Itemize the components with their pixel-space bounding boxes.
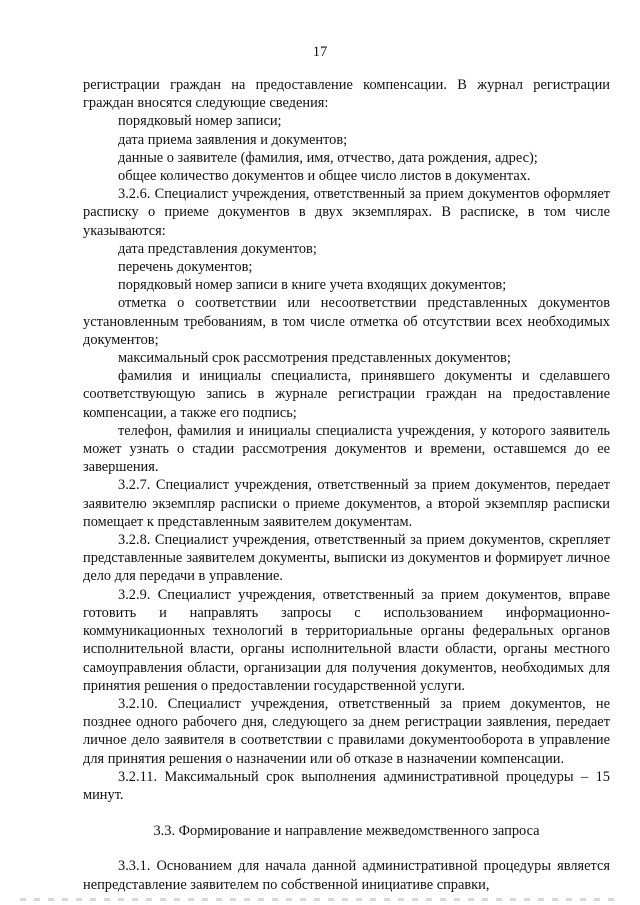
receipt-item-list: перечень документов; — [118, 259, 253, 276]
receipt-item-date: дата представления документов; — [118, 240, 317, 257]
receipt-item-contact: телефон, фамилия и инициалы специалиста учреждения, у которого заявитель может узнать о стадии рассмотрения документов и времени, оставшемся до ее завершения. — [83, 422, 610, 476]
list-item-document-count: общее количество документов и общее число листов в документах. — [118, 168, 531, 185]
receipt-item-compliance: отметка о соответствии или несоответствии представленных документов установленным требованиям, в том числе отметка об отсутствии всех необходимых документов; — [83, 295, 610, 348]
scan-artifact-line — [20, 898, 620, 901]
document-body — [83, 76, 610, 894]
paragraph-3-2-9: 3.2.9. Специалист учреждения, ответственный за прием документов, вправе готовить и направлять запросы с использованием информационно-коммуникационных технологий в территориальные органы федеральных органов исполнительной власти, органы исполнительной власти области, органы местного самоуправления области, организации для получения документов, необходимых для принятия решения о предоставлении государственной услуги. — [83, 586, 610, 694]
paragraph-3-2-11: 3.2.11. Максимальный срок выполнения административной процедуры – 15 минут. — [83, 768, 610, 803]
paragraph-3-2-7: 3.2.7. Специалист учреждения, ответственный за прием документов, передает заявителю экземпляр расписки о приеме документов, а второй экземпляр расписки помещает к представленным заявителем документам. — [83, 477, 610, 530]
paragraph-3-2-8: 3.2.8. Специалист учреждения, ответственный за прием документов, скрепляет представленные заявителем документы, выписки из документов и формирует личное дело для передачи в управление. — [83, 532, 610, 585]
page-number: 17 — [312, 44, 328, 60]
receipt-item-max-term: максимальный срок рассмотрения представленных документов; — [118, 350, 511, 367]
receipt-item-record-number: порядковый номер записи в книге учета входящих документов; — [118, 277, 507, 294]
paragraph-3-2-10: 3.2.10. Специалист учреждения, ответственный за прием документов, не позднее одного рабочего дня, следующего за днем регистрации заявления, передает личное дело заявителя в соответствии с правилами документооборота в управление для принятия решения о назначении или об отказе в назначении компенсации. — [83, 695, 610, 767]
section-heading: 3.3. Формирование и направление межведомственного запроса — [153, 823, 540, 840]
list-item-record-number: порядковый номер записи; — [118, 113, 282, 130]
paragraph-3-3-1: 3.3.1. Основанием для начала данной административной процедуры является непредставление заявителем по собственной инициативе справки, — [83, 858, 610, 893]
list-item-application-date: дата приема заявления и документов; — [118, 131, 348, 148]
paragraph-3-2-6: 3.2.6. Специалист учреждения, ответственный за прием документов оформляет расписку о приеме документов в двух экземплярах. В расписке, в том числе указываются: — [83, 186, 610, 239]
list-item-applicant-data: данные о заявителе (фамилия, имя, отчество, дата рождения, адрес); — [118, 149, 538, 166]
receipt-item-specialist: фамилия и инициалы специалиста, принявшего документы и сделавшего соответствующую запись в журнале регистрации граждан на предоставление компенсации, а также его подпись; — [83, 368, 610, 421]
paragraph-intro: регистрации граждан на предоставление компенсации. В журнал регистрации граждан вносятся следующие сведения: — [83, 77, 610, 112]
